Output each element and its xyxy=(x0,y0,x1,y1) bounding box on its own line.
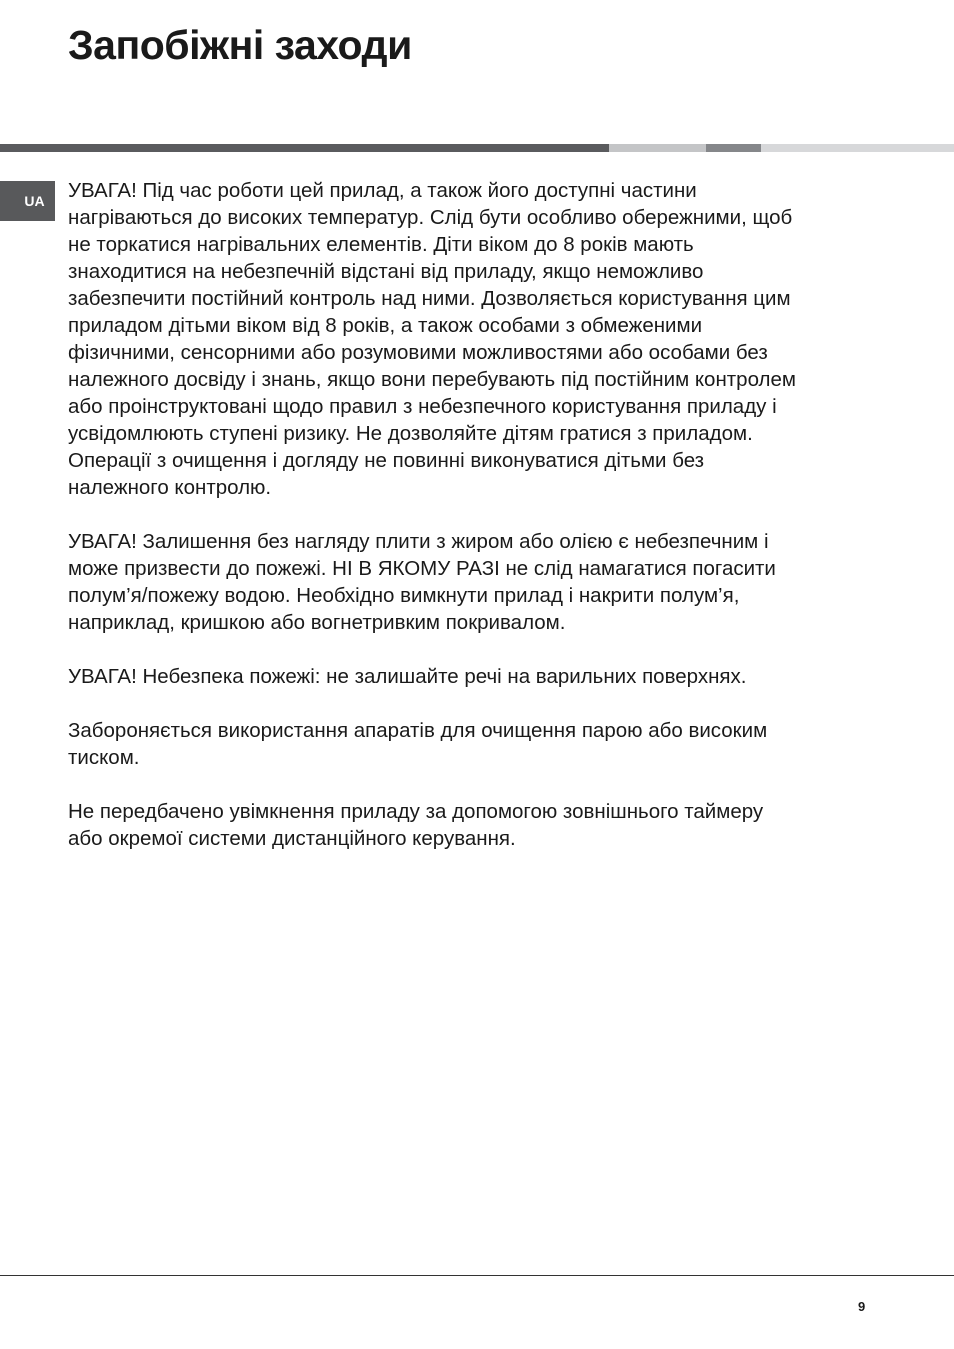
header-bar-segment-mid xyxy=(706,144,761,152)
footer-divider xyxy=(0,1275,954,1276)
paragraph-warning-fire-hazard: УВАГА! Небезпека пожежі: не залишайте речі на варильних поверхнях. xyxy=(68,665,747,688)
language-tab: UA xyxy=(0,181,55,221)
paragraph-warning-fire-oil: УВАГА! Залишення без нагляду плити з жиром або олією є небезпечним і може призвести до пожежі. НІ В ЯКОМУ РАЗІ не слід намагатися погасити полум’я/пожежу водою. Необхідно вимкнути прилад і накрити полум’я, наприклад, кришкою або вогнетривким покривалом. xyxy=(68,530,776,634)
page-title: Запобіжні заходи xyxy=(68,22,412,68)
paragraph-no-external-timer: Не передбачено увімкнення приладу за допомогою зовнішнього таймеру або окремої системи дистанційного керування. xyxy=(68,800,764,850)
paragraph-no-steam-cleaning: Забороняється використання апаратів для очищення парою або високим тиском. xyxy=(68,719,768,769)
page-number: 9 xyxy=(858,1299,866,1314)
header-bar-segment-dark xyxy=(0,144,609,152)
paragraph-warning-hot-parts: УВАГА! Під час роботи цей прилад, а також його доступні частини нагріваються до високих температур. Слід бути особливо обережними, щоб не торкатися нагрівальних елементів. Діти віком до 8 років мають знаходитися на небезпечній відстані від приладу, якщо неможливо забезпечити постійний контроль над ними. Дозволяється користування цим приладом дітьми віком від 8 років, а також особами з обмеженими фізичними, сенсорними або розумовими можливостями або особами без належного досвіду і знань, якщо вони перебувають під постійним контролем або проінструктовані щодо правил з небезпечного користування приладу і усвідомлюють ступені ризику. Не дозволяйте дітям гратися з приладом. Операції з очищення і догляду не повинні виконуватися дітьми без належного контролю. xyxy=(68,179,796,499)
header-bar-segment-light xyxy=(609,144,706,152)
safety-text-body xyxy=(68,177,878,879)
header-bar-segment-lightest xyxy=(761,144,954,152)
